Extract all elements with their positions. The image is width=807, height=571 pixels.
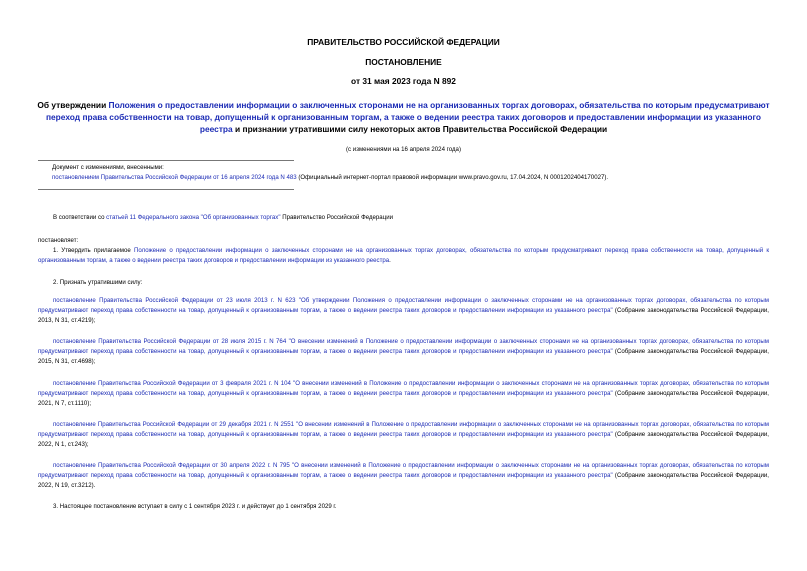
repealed-act-4: [38, 420, 769, 450]
basis-paragraph: [38, 213, 769, 223]
repealed-act-link[interactable]: постановление Правительства Российской Федерации от 3 февраля 2021 г. N 104 "О внесении изменений в Положение о предоставлении информации о заключенных сторонами не на организованных торгах договорах, обязательства по которым предусматривают переход права собственности на товар, допущенный к организованным торгам, а также о ведении реестра таких договоров и предоставлении информации из указанного реестра": [38, 380, 769, 397]
item-1-suffix: .: [389, 256, 391, 264]
repealed-act-link[interactable]: постановление Правительства Российской Федерации от 23 июля 2013 г. N 623 "Об утверждении Положения о предоставлении информации о заключенных сторонами не на организованных торгах договорах, обязательства по которым предусматривают переход права собственности на товар, допущенный к организованным торгам, а также о ведении реестра таких договоров и предоставлении информации из указанного реестра": [38, 297, 769, 314]
item-3-text: 3. Настоящее постановление вступает в силу с 1 сентября 2023 г. и действует до 1 сентября 2029 г.: [53, 503, 337, 510]
decrees-line: постановляет:: [38, 237, 79, 244]
repealed-act-link[interactable]: постановление Правительства Российской Федерации от 30 апреля 2022 г. N 795 "О внесении изменений в Положение о предоставлении информации о заключенных сторонами не на организованных торгах договорах, обязательства по которым предусматривают переход права собственности на товар, допущенный к организованным торгам, а также о ведении реестра таких договоров и предоставлении информации из указанного реестра": [38, 462, 769, 479]
amendments-label: Документ с изменениями, внесенными:: [52, 164, 164, 171]
document-date-number: от 31 мая 2023 года N 892: [351, 76, 456, 86]
item-1: [38, 246, 769, 266]
repealed-act-source: (Собрание законодательства Российской Федерации, 2022, N 19, ст.3212).: [38, 471, 769, 489]
basis-suffix: Правительство Российской Федерации: [280, 214, 393, 221]
title-prefix: Об утверждении: [37, 100, 109, 110]
item-3: [38, 502, 769, 512]
edition-note: (с изменениями на 16 апреля 2024 года): [346, 146, 461, 153]
amendments-top-divider: [38, 160, 294, 161]
title-regulation-link[interactable]: Положения о предоставлении информации о заключенных сторонами не на организованных торгах договорах, обязательства по которым предусматривают переход права собственности на товар, допущенный к организованным торгам, а также о ведении реестра таких договоров и предоставлении информации из указанного реестра: [45, 100, 770, 134]
repealed-act-3: [38, 379, 769, 409]
amendment-link[interactable]: постановлением Правительства Российской Федерации от 16 апреля 2024 года N 483: [52, 173, 297, 181]
repealed-act-2: [38, 337, 769, 367]
government-heading: ПРАВИТЕЛЬСТВО РОССИЙСКОЙ ФЕДЕРАЦИИ: [307, 37, 500, 47]
amendments-bottom-divider: [38, 189, 294, 190]
repealed-act-link[interactable]: постановление Правительства Российской Федерации от 28 июля 2015 г. N 764 "О внесении изменений в Положение о предоставлении информации о заключенных сторонами не на организованных торгах договорах, обязательства по которым предусматривают переход права собственности на товар, допущенный к организованным торгам, а также о ведении реестра таких договоров и предоставлении информации из указанного реестра": [38, 338, 769, 355]
item-1-regulation-link[interactable]: Положение о предоставлении информации о заключенных сторонами не на организованных торгах договорах, обязательства по которым предусматривают переход права собственности на товар, допущенный к организованным торгам, а также о ведении реестра таких договоров и предоставлении информации из указанного реестра: [38, 247, 769, 264]
amendments-block: [52, 163, 769, 183]
item-2-text: 2. Признать утратившими силу:: [53, 279, 143, 286]
amendment-source: (Официальный интернет-портал правовой информации www.pravo.gov.ru, 17.04.2024, N 0001202404170027).: [296, 173, 609, 181]
repealed-act-source: (Собрание законодательства Российской Федерации, 2015, N 31, ст.4698);: [38, 347, 769, 365]
document-title: [32, 100, 775, 135]
repealed-act-5: [38, 461, 769, 491]
item-1-prefix: 1. Утвердить прилагаемое: [53, 247, 134, 254]
basis-prefix: В соответствии со: [53, 214, 107, 221]
federal-law-link[interactable]: статьей 11 Федерального закона "Об организованных торгах": [106, 214, 281, 221]
repealed-act-source: (Собрание законодательства Российской Федерации, 2022, N 1, ст.243);: [38, 430, 769, 448]
repealed-act-source: (Собрание законодательства Российской Федерации, 2021, N 7, ст.1110);: [38, 389, 769, 407]
item-2: [38, 278, 769, 288]
repealed-act-source: (Собрание законодательства Российской Федерации, 2013, N 31, ст.4219);: [38, 306, 769, 324]
repealed-act-1: [38, 296, 769, 326]
title-suffix: и признании утратившими силу некоторых актов Правительства Российской Федерации: [232, 123, 608, 134]
document-type: ПОСТАНОВЛЕНИЕ: [365, 57, 442, 67]
repealed-act-link[interactable]: постановление Правительства Российской Федерации от 29 декабря 2021 г. N 2551 "О внесении изменений в Положение о предоставлении информации о заключенных сторонами не на организованных торгах договорах, обязательства по которым предусматривают переход права собственности на товар, допущенный к организованным торгам, а также о ведении реестра таких договоров и предоставлении информации из указанного реестра": [38, 421, 769, 438]
